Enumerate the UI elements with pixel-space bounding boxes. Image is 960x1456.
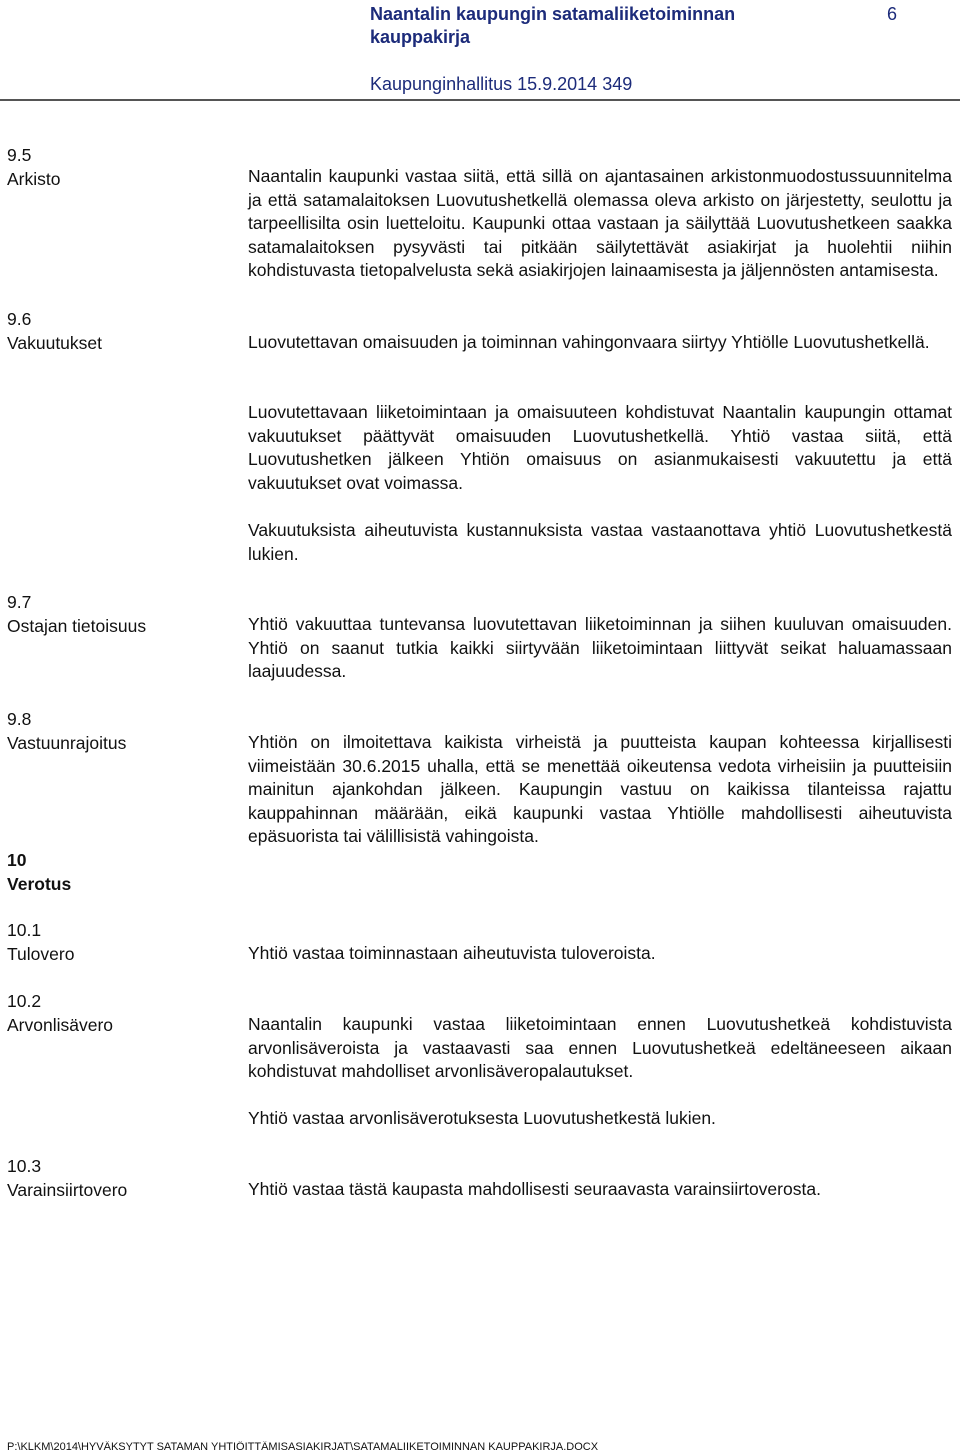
paragraph-risk-transfer: Luovutettavan omaisuuden ja toiminnan vahingonvaara siirtyy Yhtiölle Luovutushetkellä. xyxy=(248,332,930,352)
section-number: 10.1 xyxy=(7,920,42,940)
section-title: Vakuutukset xyxy=(7,332,103,353)
section-title: Tulovero xyxy=(7,943,75,964)
paragraph-vat: Naantalin kaupunki vastaa liiketoimintaan ennen Luovutushetkeä kohdistuvista arvonlisäveroista ja vastaavasti saa ennen Luovutushetkeä edeltäneeseen aikaan kohdistuvat mahdolliset arvonlisäveropalautukset. xyxy=(248,1014,952,1081)
section-title: Vastuunrajoitus xyxy=(7,732,127,753)
section-title: Verotus xyxy=(7,873,72,894)
paragraph-buyer-awareness: Yhtiö vakuuttaa tuntevansa luovutettavan liiketoiminnan ja siihen kuuluvan omaisuuden. Yhtiö on saanut tutkia kaikki siirtyvään liiketoimintaan liittyvät seikat haluamassaan laajuudessa. xyxy=(248,614,952,681)
section-label-9-6 xyxy=(7,308,237,355)
section-title: Ostajan tietoisuus xyxy=(7,615,147,636)
page-number: 6 xyxy=(887,4,898,24)
header-rule xyxy=(0,99,960,101)
document-title: Naantalin kaupungin satamaliiketoiminnan kauppakirja xyxy=(370,4,736,47)
section-title: Arvonlisävero xyxy=(7,1014,114,1035)
section-number: 10 xyxy=(7,850,27,870)
section-number: 9.8 xyxy=(7,709,32,729)
section-number: 9.5 xyxy=(7,145,32,165)
section-number: 9.6 xyxy=(7,309,32,329)
section-label-10-3 xyxy=(7,1155,237,1202)
paragraph-insurance-end: Luovutettavaan liiketoimintaan ja omaisuuteen kohdistuvat Naantalin kaupungin ottamat vakuutukset päättyvät omaisuuden Luovutushetkellä. Yhtiö vastaa siitä, että Luovutushetken jälkeen Yhtiön omaisuus on asianmukaisesti vakuutettu ja että vakuutukset ovat voimassa. xyxy=(248,402,952,493)
section-label-10 xyxy=(7,849,237,896)
section-label-9-7 xyxy=(7,591,237,638)
section-label-9-5 xyxy=(7,144,237,191)
paragraph-vat-from-transfer: Yhtiö vastaa arvonlisäverotuksesta Luovutushetkestä lukien. xyxy=(248,1108,716,1128)
paragraph-income-tax: Yhtiö vastaa toiminnastaan aiheutuvista tuloveroista. xyxy=(248,943,656,963)
section-title: Arkisto xyxy=(7,168,61,189)
section-label-10-2 xyxy=(7,990,237,1037)
footer-file-path: P:\KLKM\2014\HYVÄKSYTYT SATAMAN YHTIÖITTÄMISASIAKIRJAT\SATAMALIIKETOIMINNAN KAUPPAKIRJA.DOCX xyxy=(7,1441,599,1453)
section-number: 9.7 xyxy=(7,592,32,612)
paragraph-liability-limit: Yhtiön on ilmoitettava kaikista virheistä ja puutteista kaupan kohteessa kirjallisesti viimeistään 30.6.2015 uhalla, että se menettää oikeutensa vedota virheisiin ja puutteisiin mainitun ajankohdan jälkeen. Kaupungin vastuu on kaikissa tilanteissa rajattu kauppahinnan määrään, eikä kaupunki vastaa Yhtiölle mahdollisesti aiheutuvista epäsuorista tai välillisistä vahingoista. xyxy=(248,732,952,846)
paragraph-transfer-tax: Yhtiö vastaa tästä kaupasta mahdollisesti seuraavasta varainsiirtoverosta. xyxy=(248,1179,821,1199)
section-title: Varainsiirtovero xyxy=(7,1179,128,1200)
paragraph-insurance-costs: Vakuutuksista aiheutuvista kustannuksista vastaa vastaanottava yhtiö Luovutushetkestä lukien. xyxy=(248,520,952,564)
paragraph-archive: Naantalin kaupunki vastaa siitä, että sillä on ajantasainen arkistonmuodostussuunnitelma ja että satamalaitoksen Luovutushetkellä olemassa oleva arkisto on järjestetty, seulottu ja tarpeellisilta osin luetteloitu. Kaupunki ottaa vastaan ja säilyttää Luovutushetkeen saakka satamalaitoksen pysyvästi tai pitkään säilytettävät asiakirjat ja huolehtii niihin kohdistuvasta tietopalvelusta sekä asiakirjojen lainaamisesta ja jäljennösten antamisesta. xyxy=(248,166,952,280)
section-number: 10.3 xyxy=(7,1156,42,1176)
document-subtitle: Kaupunginhallitus 15.9.2014 349 xyxy=(370,74,633,94)
section-number: 10.2 xyxy=(7,991,42,1011)
section-label-10-1 xyxy=(7,919,237,966)
section-label-9-8 xyxy=(7,708,237,755)
